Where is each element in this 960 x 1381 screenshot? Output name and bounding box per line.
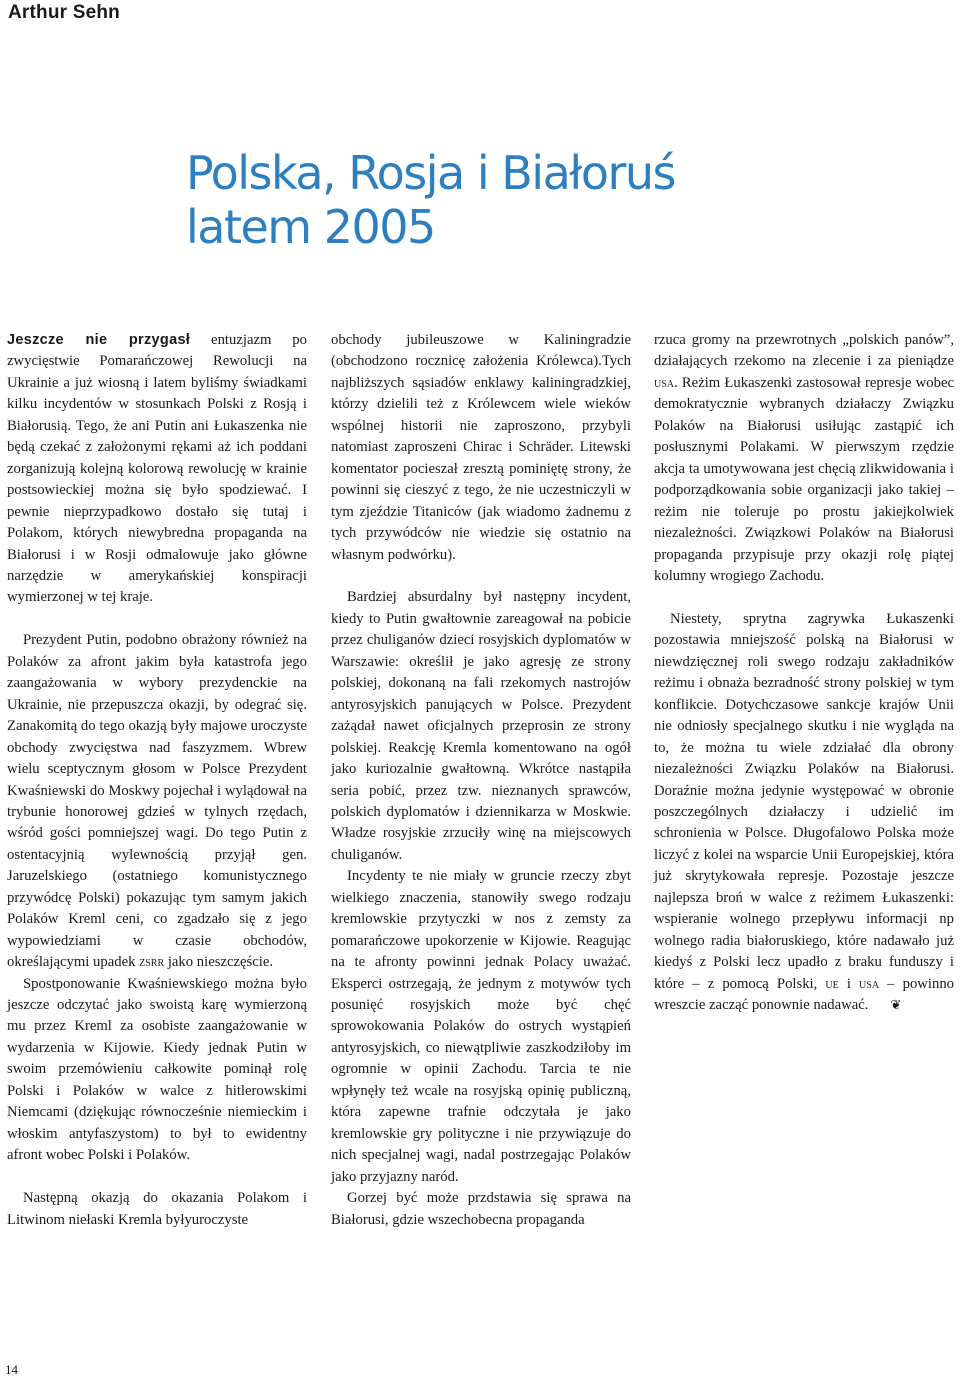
abbreviation: zsrr [139, 954, 165, 971]
page-number: 14 [5, 1362, 18, 1377]
column-3 [654, 330, 954, 1016]
paragraph [654, 609, 954, 1017]
paragraph-text: i [838, 975, 860, 992]
paragraph-text: . Reżim Łukaszenki zastosował represje wobec demokratycznie wybranych działaczy Związku Polaków na Białorusi usiłując zastąpić ich posłusznymi Polakami. W pierwszym rzędzie akcja ta umotywowana jest chęcią zlikwidowania i podporządkowania sobie organizacji jako takiej – reżim nie toleruje po prostu jakiejkolwiek niezależności. Związkowi Polaków na Białorusi propaganda przypisuje przy okazji rolę piątej kolumny wrogiego Zachodu. [654, 374, 954, 584]
author-name: Arthur Sehn [8, 2, 120, 23]
fleuron-icon: ❦ [890, 998, 902, 1014]
paragraph [7, 630, 307, 973]
title-line-2: latem 2005 [186, 200, 435, 254]
column-2 [331, 330, 631, 1231]
paragraph-text: jako nieszczęście. [164, 954, 274, 971]
paragraph-text: rzuca gromy na przewrotnych „polskich panów”, działających rzekomo na zlecenie i za pieniądze [654, 332, 954, 370]
column-1 [7, 330, 307, 1231]
paragraph-text: entuzjazm po zwycięstwie Pomarańczowej Rewolucji na Ukrainie a już wiosną i latem byliśmy świadkami kilku incydentów w stosunkach Polski z Rosją i Białorusią. Tego, że ani Putin ani Łukaszenka nie będą czekać z założonymi rękami aż ich poddani zorganizują kolejną kolorową rewolucję w krainie postsowieckiej można się było spodziewać. I pewnie nieprzypadkowo dostało się tutaj i Polakom, których niewybredna propaganda na Białorusi i w Rosji odmalowuje jako główne narzędzie w amerykańskiej konspiracji wymierzonej w tej kraje. [7, 332, 307, 606]
paragraph [654, 330, 954, 587]
paragraph: Incydenty te nie miały w gruncie rzeczy zbyt wielkiego znaczenia, stanowiły swego rodzaju kremlowskie przytyczki w nos z zemsty za pomarańczowe upokorzenie w Kijowie. Reagując na te afronty powinni jednak Polacy uważać. Eksperci ostrzegają, że jednym z motywów tych posunięć rosyjskich może być chęć sprowokowania Polaków do ostrych wystąpień antyrosyjskich, co niewątpliwie zaszkodziłoby im ogromnie w opinii Zachodu. Tarcia te nie wpłynęły też wcale na rosyjską opinię publiczną, która zapewne trafnie odczytała je jako kremlowskie gry polityczne i nie przywiązuje do nich specjalnej wagi, nadal postrzegając Polaków jako przyjazny naród. [331, 868, 631, 1185]
paragraph [7, 330, 307, 609]
paragraph: obchody jubileuszowe w Kaliningradzie (obchodzono rocznicę założenia Królewca).Tych najbliższych sąsiadów enklawy kaliningradzkiej, którzy dzielili też z Królewcem wiele wieków wspólnej historii nie zaproszono, przybyli natomiast zaproszeni Chirac i Schräder. Litewski komentator pocieszał zresztą pominiętę strony, że powinni się cieszyć z tego, że nie uczestniczyli w tym zjeździe Titaniców (jak wiadomo żadnemu z tych przywódców nie wiedzie się ostatnio na własnym podwórku). [331, 332, 631, 563]
paragraph: Bardziej absurdalny był następny incydent, kiedy to Putin gwałtownie zareagował na pobicie przez chuliganów dzieci rosyjskich dyplomatów w Warszawie: określił je jako agresję ze strony polskiej, dokonaną na fali rzekomych nastrojów antyrosyjskich panujących w Polsce. Prezydent zażądał nawet oficjalnych przeprosin ze strony polskiej. Reakcję Kremla komentowano na ogół jako kuriozalnie gwałtowną. Wkrótce nastąpiła seria pobić, przez tzw. nieznanych sprawców, polskich dyplomatów i dziennikarza w Moskwie. Władze rosyjskie zrzuciły winę na miejscowych chuliganów. [331, 589, 631, 863]
paragraph: Następną okazją do okazania Polakom i Litwinom niełaski Kremla byłyuroczyste [7, 1190, 307, 1228]
paragraph-text: Niestety, sprytna zagrywka Łukaszenki pozostawia mniejszość polską na Białorusi w niewdzięcznej roli swego rodzaju zakładników reżimu i obnaża bezradność strony polskiej w tym konflikcie. Dotychczasowe sankcje krajów Unii nie odniosły specjalnego skutku i nie wygląda na to, że można tu wiele zdziałać dla obrony niezależności Związku Polaków na Białorusi. Doraźnie można jedynie występować w obronie poszczególnych działaczy i udzielić im schronienia w Polsce. Długofalowo Polska może liczyć z kolei na wsparcie Unii Europejskiej, która już skrytykowała represje. Pozostaje jeszcze najlepsza broń w walce z reżimem Łukaszenki: wspieranie wolnego przepływu informacji np wolnego radia białoruskiego, które nadawało już kiedyś z Polski lecz upadło z braku funduszy i które – z pomocą Polski, [654, 610, 954, 992]
title-line-1: Polska, Rosja i Białoruś [186, 146, 676, 200]
paragraph-text: Prezydent Putin, podobno obrażony również na Polaków za afront jakim była katastrofa jego zaangażowania w wybory prezydenckie na Ukrainie, nie przepuszcza okazji, by odegrać się. Zanakomitą do tego okazją były majowe uroczyste obchody zwycięstwa nad faszyzmem. Wbrew wielu sceptycznym głosom w Polsce Prezydent Kwaśniewski do Moskwy pojechał i wylądował na trybunie honorowej gdzieś w tylnych rzędach, wśród gości pomniejszej wagi. Do tego Putin z ostentacyjnią wylewnością przyjął gen. Jaruzelskiego (ostatniego komunistycznego przywódcę Polski) pokazując tym samym jakich Polaków Kreml ceni, co zgadzało się z jego wypowiedziami w czasie obchodów, określającymi upadek [7, 632, 307, 971]
abbreviation: usa [654, 374, 675, 391]
paragraph: Gorzej być może przdstawia się sprawa na Białorusi, gdzie wszechobecna propaganda [331, 1190, 631, 1228]
abbreviation: ue [825, 975, 839, 992]
article-title [186, 146, 675, 254]
paragraph: Spostponowanie Kwaśniewskiego można było jeszcze odczytać jako swoistą karę wymierzoną mu przez Kreml za osobiste zaangażowanie w wydarzenia w Kijowie. Kiedy jednak Putin w swoim przemówieniu całkowite pominął rolę Polski i Polaków w walce z hitlerowskimi Niemcami (dziękując równocześnie niemieckim i włoskim antyfaszystom) to był to ewidentny afront wobec Polski i Polaków. [7, 975, 307, 1164]
paragraph-text: – powinno wreszcie zacząć ponownie nadawać. [654, 975, 954, 1014]
lead-in: Jeszcze nie przygasł [7, 332, 191, 348]
abbreviation: usa [859, 975, 880, 992]
